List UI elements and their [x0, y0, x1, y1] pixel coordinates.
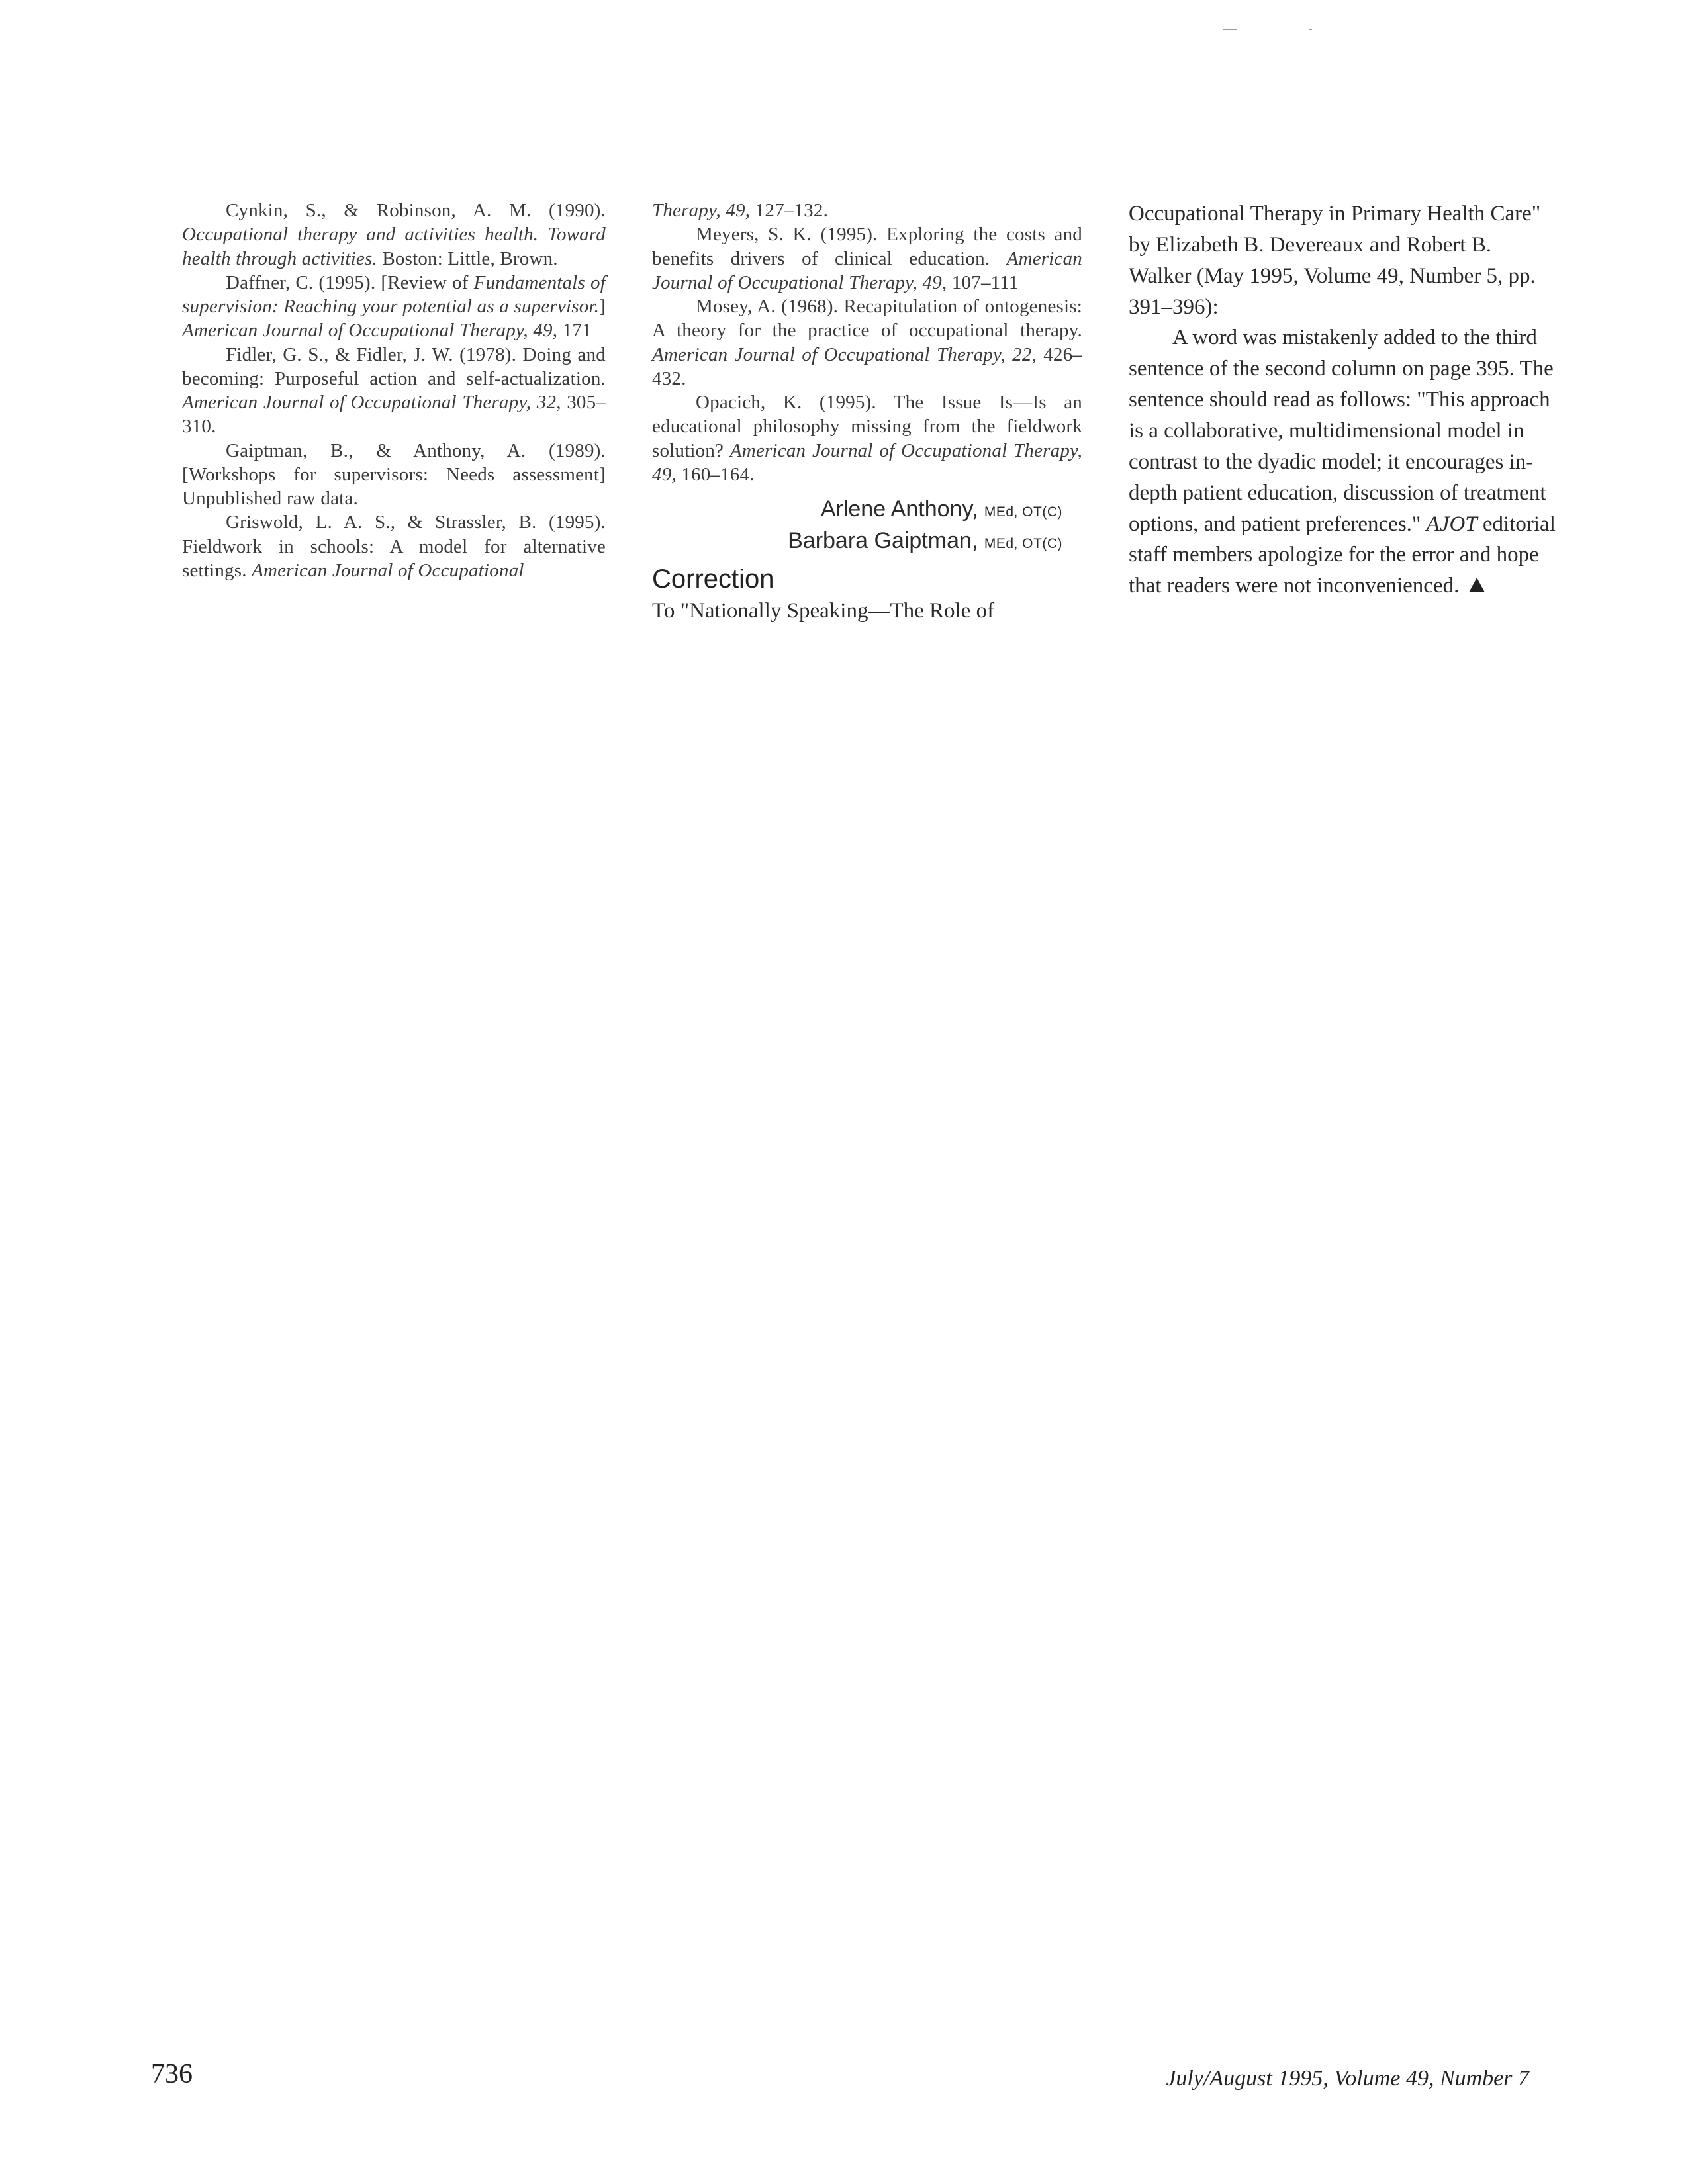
reference-italic-text: American Journal of Occupational Therapy, 49,: [652, 439, 1082, 485]
author-signature: [652, 493, 1062, 525]
reference-text: Mosey, A. (1968). Recapitulation of ontogenesis: A theory for the practice of occupational therapy.: [652, 296, 1082, 341]
reference-text: Cynkin, S., & Robinson, A. M. (1990).: [226, 200, 606, 221]
reference-entry: [652, 199, 1082, 222]
author-signature: [652, 525, 1062, 557]
issue-info: July/August 1995, Volume 49, Number 7: [1166, 2066, 1529, 2091]
references-column-middle: [652, 199, 1082, 626]
correction-intro-start: To "Nationally Speaking—The Role of: [652, 598, 995, 623]
reference-text: 127–132.: [750, 200, 829, 221]
reference-text: 305–310.: [182, 392, 606, 437]
reference-italic-text: Therapy, 49,: [652, 200, 751, 221]
author-signatures: [652, 493, 1082, 557]
reference-text: Meyers, S. K. (1995). Exploring the costs and benefits drivers of clinical education.: [652, 224, 1082, 269]
reference-entry: [182, 343, 606, 439]
reference-text: Daffner, C. (1995). [Review of: [226, 271, 474, 293]
reference-text: ]: [599, 296, 606, 317]
reference-italic-text: Fundamentals of supervision: Reaching your potential as a supervisor.: [182, 271, 606, 317]
reference-entry: [182, 199, 606, 271]
reference-italic-text: American Journal of Occupational Therapy, 22,: [652, 343, 1037, 365]
reference-italic-text: American Journal of Occupational: [252, 559, 524, 581]
reference-entry: [182, 510, 606, 582]
correction-sentence: A word was mistakenly added to the third sentence of the second column on page 395. The sentence should read as follows: "This approach is a collaborative, multidimensional model in contrast to the dyadic model; it encourages in-depth patient education, discussion of treatment options, and patient preferences.": [1129, 326, 1554, 536]
end-of-article-triangle-icon: [1469, 578, 1485, 592]
reference-text: Boston: Little, Brown.: [377, 248, 558, 269]
reference-entry: [652, 295, 1082, 390]
scan-mark: [1309, 29, 1312, 30]
reference-entry: [652, 390, 1082, 486]
reference-text: 107–111: [947, 271, 1019, 293]
correction-paragraph: [1129, 322, 1559, 602]
reference-text: Opacich, K. (1995). The Issue Is—Is an educational philosophy missing from the fieldwork solution?: [652, 392, 1082, 461]
reference-italic-text: Occupational therapy and activities health. Toward health through activities.: [182, 224, 606, 269]
reference-entry: [182, 271, 606, 343]
reference-text: 426–432.: [652, 343, 1082, 389]
reference-text: 171: [557, 320, 592, 341]
correction-intro-continued: Occupational Therapy in Primary Health Care" by Elizabeth B. Devereaux and Robert B. Walker (May 1995, Volume 49, Number 5, pp. 391–396):: [1129, 202, 1541, 319]
references-list-middle: [652, 199, 1082, 486]
scan-mark: [1223, 29, 1237, 30]
page-number: 736: [151, 2059, 193, 2089]
author-name: Arlene Anthony,: [820, 496, 978, 522]
reference-text: Griswold, L. A. S., & Strassler, B. (1995). Fieldwork in schools: A model for alternative settings.: [182, 512, 606, 581]
reference-italic-text: American Journal of Occupational Therapy, 32,: [182, 392, 561, 413]
correction-column-right: [1129, 199, 1559, 602]
apology-text: editorial staff members apologize for the error and hope that readers were not inconvenienced.: [1129, 512, 1556, 598]
reference-text: 160–164.: [676, 463, 755, 485]
journal-abbreviation: AJOT: [1426, 512, 1477, 536]
reference-text: Fidler, G. S., & Fidler, J. W. (1978). Doing and becoming: Purposeful action and self-actualization.: [182, 343, 606, 389]
reference-italic-text: American Journal of Occupational Therapy, 49,: [182, 320, 558, 341]
author-name: Barbara Gaiptman,: [788, 528, 978, 554]
reference-text: Gaiptman, B., & Anthony, A. (1989). [Workshops for supervisors: Needs assessment] Unpublished raw data.: [182, 439, 606, 509]
reference-italic-text: American Journal of Occupational Therapy, 49,: [652, 248, 1082, 293]
author-credentials: MEd, OT(C): [984, 536, 1062, 552]
reference-entry: [182, 439, 606, 511]
author-credentials: MEd, OT(C): [984, 504, 1062, 520]
references-column-left: [182, 199, 606, 582]
correction-heading: Correction: [652, 564, 774, 594]
reference-entry: [652, 222, 1082, 295]
